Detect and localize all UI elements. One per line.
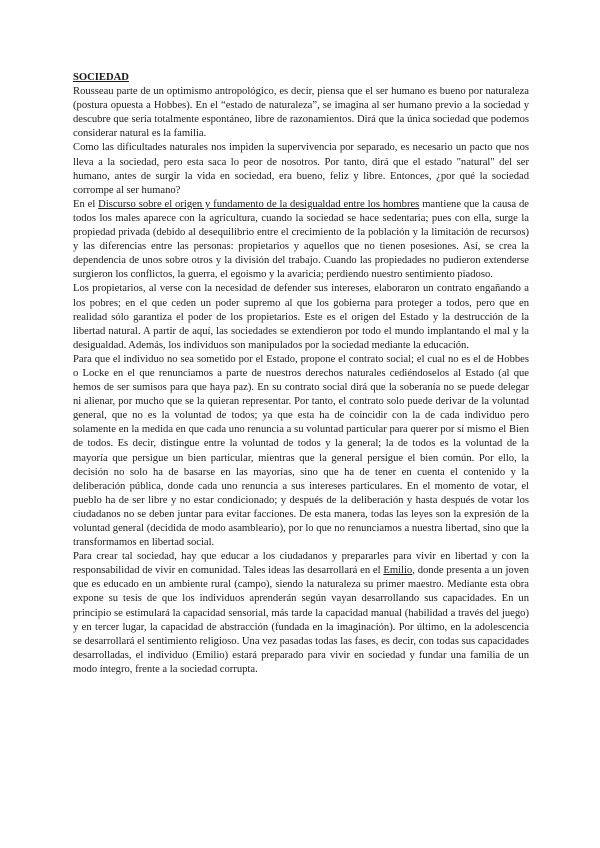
paragraph-discurso xyxy=(73,198,529,283)
document-title: SOCIEDAD xyxy=(73,72,129,83)
paragraph-optimismo: Rousseau parte de un optimismo antropológico, es decir, piensa que el ser humano es bueno por naturaleza (postura opuesta a Hobbes). En el “estado de naturaleza”, se imagina al ser humano previo a la sociedad y descubre que sería totalmente espontáneo, libre de razonamientos. Dirá que la única sociedad que podemos considerar natural es la familia. xyxy=(73,86,529,140)
paragraph-propietarios: Los propietarios, al verse con la necesidad de defender sus intereses, elaboraron un contrato engañando a los pobres; en el que ceden un poder supremo al que los gobierna para proteger a todos, pero que en realidad sólo garantiza el poder de los propietarios. Este es el origen del Estado y la destrucción de la libertad natural. A partir de aquí, las sociedades se extendieron por todo el mundo implantando el mal y la desigualdad. Además, los individuos son manipulados por la sociedad mediante la educación. xyxy=(73,283,529,351)
paragraph-educacion xyxy=(73,550,529,677)
discurso-work-title: Discurso sobre el origen y fundamento de la desigualdad entre los hombres xyxy=(98,198,420,210)
paragraph-pacto: Como las dificultades naturales nos impiden la supervivencia por separado, es necesario un pacto que nos lleva a la sociedad, pero esta saca lo peor de nosotros. Por tanto, dirá que el estado "natural" del ser humano, antes de surgir la vida en sociedad, era bueno, feliz y libre. Entonces, ¿por qué la sociedad corrompe al ser humano? xyxy=(73,142,529,196)
paragraph-discurso-intro: En el xyxy=(73,198,99,210)
paragraph-contrato-social: Para que el individuo no sea sometido por el Estado, propone el contrato social; el cual no es el de Hobbes o Locke en el que renunciamos a parte de nuestros derechos naturales cediéndoselos al Estado (al que hemos de ser sumisos para que haya paz). En su contrato social dirá que la soberanía no se puede delegar ni alienar, por mucho que se la quieran representar. Por tanto, el contrato solo puede derivar de la voluntad general, que no es la voluntad de todos; ya que esta ha de coincidir con la de cada individuo pero solamente en la medida en que cada uno renuncia a su voluntad particular para querer por sí mismo el Bien de todos. Es decir, distingue entre la voluntad de todos y la general; la de todos es la voluntad de la mayoría que persigue un bien particular, mientras que la general persigue el bien común. Por ello, la decisión no solo ha de basarse en las mayorías, sino que ha de tener en cuenta el contenido y la deliberación pública, donde cada uno renuncia a sus intereses particulares. En el momento de votar, el pueblo ha de ser libre y no estar condicionado; y después de la deliberación y hasta después de votar los ciudadanos no se deben juntar para evitar facciones. De esta manera, todas las leyes son la expresión de la voluntad general (decidida de modo asambleario), por lo que no renunciamos a nuestra libertad, sino que la transformamos en libertad social. xyxy=(73,353,529,549)
paragraph-educacion-intro: Para crear tal sociedad, hay que educar a los ciudadanos y prepararles para vivir en libertad y con la responsabilidad de vivir en comunidad. Tales ideas las desarrollará en el xyxy=(73,551,529,577)
paragraph-educacion-body: , donde presenta a un joven que es educado en un ambiente rural (campo), siendo la naturaleza su primer maestro. Mediante esta obra expone su tesis de que los individuos aprenderán según vayan desarrollando sus capacidades. En un principio se estimulará la capacidad sensorial, más tarde la capacidad manual (habilidad a través del juego) y en tercer lugar, la capacidad de abstracción (fundada en la imaginación). Por último, en la adolescencia se desarrollará el sentimiento religioso. Una vez pasadas todas las fases, es decir, con todas sus capacidades desarrolladas, el individuo (Emilio) estará preparado para vivir en sociedad y fundar una familia de un modo íntegro, frente a la sociedad corrupta. xyxy=(73,565,529,675)
document-page xyxy=(73,71,529,677)
emilio-work-title: Emilio xyxy=(383,565,413,577)
paragraph-discurso-body: mantiene que la causa de todos los males aparece con la agricultura, cuando la sociedad se hace sedentaria; pues con ella, surge la propiedad privada (debido al desequilibrio entre el crecimiento de la población y la limitación de recursos) y las diferencias entre las personas: propietarios y aquellos que no tienen posesiones. Así, se crea la dependencia de unos sobre otros y la división del trabajo. Cuando las propiedades no pudieron extenderse surgieron los conflictos, la guerra, el egoísmo y la avaricia; perdiendo nuestro sentimiento piadoso. xyxy=(73,198,529,281)
